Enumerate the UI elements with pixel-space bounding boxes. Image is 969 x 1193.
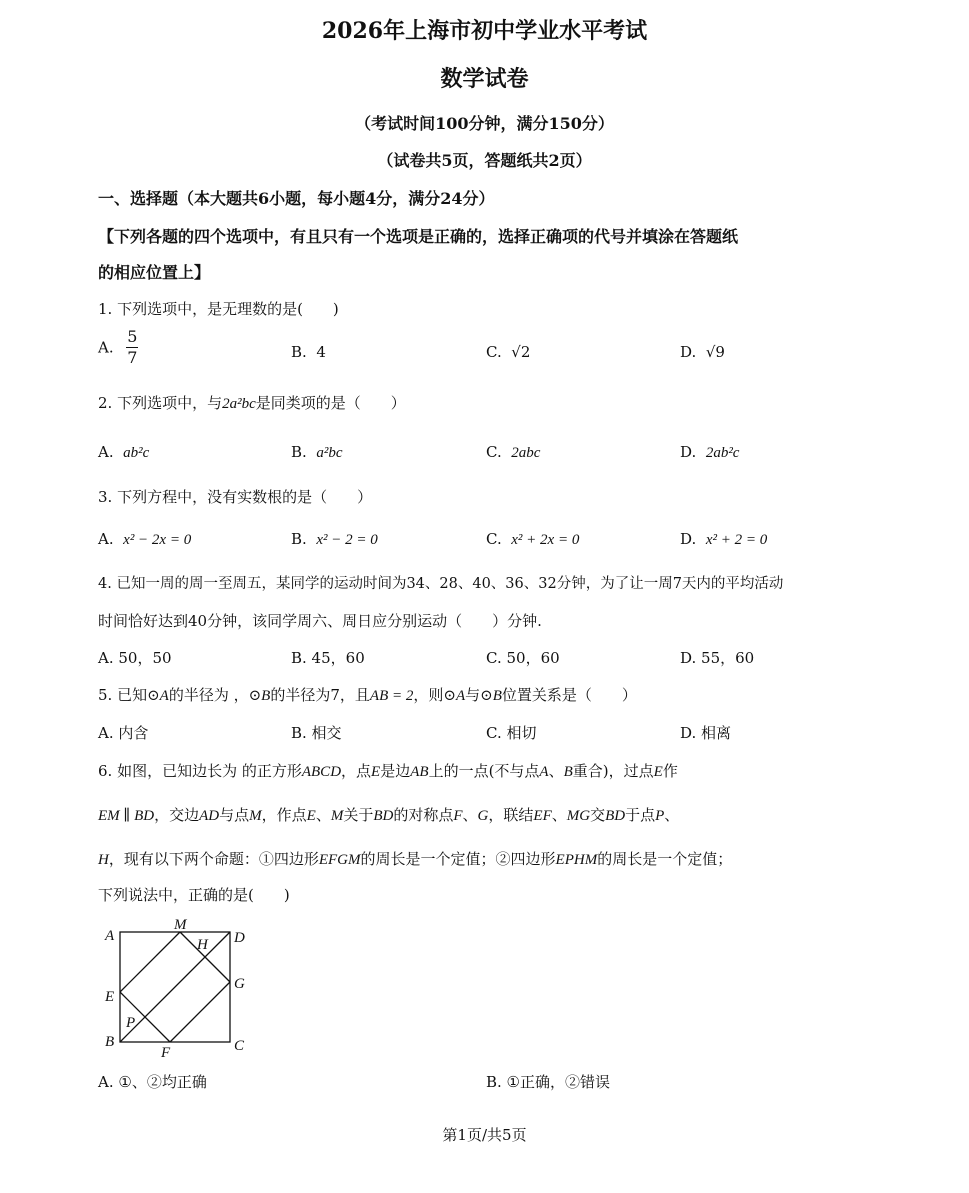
q6-l1-sep: 、 — [548, 762, 564, 780]
section-heading: 一、选择题（本大题共6小题，每小题4分，满分24分） — [98, 189, 495, 208]
label-e: E — [105, 989, 115, 1005]
segment-fg — [170, 982, 230, 1042]
q6-diagonal-bd: BD — [373, 808, 394, 824]
q2-option-a-expr: ab²c — [123, 445, 150, 461]
q6-l2-text-b: 与点 — [219, 806, 250, 824]
q1-option-d-value: √9 — [705, 343, 725, 361]
q5-stem-pre: 5. 已知 — [98, 686, 148, 704]
q1-stem: 1. 下列选项中，是无理数的是( ) — [98, 300, 339, 318]
q5-circle-a-2: ⊙A — [443, 688, 466, 704]
q5-ab-expr: AB = 2 — [369, 688, 414, 704]
q6-stem-line2 — [98, 804, 679, 825]
q4-option-b: B. 45，60 — [291, 649, 365, 667]
q3-stem: 3. 下列方程中，没有实数根的是（ ） — [98, 488, 373, 506]
q2-option-d — [680, 443, 739, 462]
q4-option-c: C. 50，60 — [486, 649, 560, 667]
q6-stem-line4: 下列说法中，正确的是( ) — [98, 886, 290, 904]
q5-stem-mid4: ，则 — [413, 686, 444, 704]
subject-title: 数学试卷 — [440, 66, 529, 92]
q6-l2-text-d: 关于 — [343, 806, 374, 824]
q2-option-c-expr: 2abc — [511, 445, 541, 461]
q3-option-a-label: A. — [98, 530, 114, 548]
pages-info: （试卷共5页，答题纸共2页） — [377, 151, 592, 170]
q1-fraction-numerator: 5 — [127, 327, 138, 346]
q6-point-f: F — [453, 808, 463, 824]
q1-option-c — [486, 343, 530, 361]
label-f: F — [161, 1045, 171, 1061]
label-b: B — [105, 1034, 115, 1050]
q6-side-ab: AB — [410, 764, 429, 780]
q2-stem-pre: 2. 下列选项中，与 — [98, 394, 223, 412]
q2-option-a-label: A. — [98, 443, 114, 461]
q1-option-d — [680, 343, 725, 361]
q5-option-b: B. 相交 — [291, 724, 342, 742]
section-instruction-line1: 【下列各题的四个选项中，有且只有一个选项是正确的，选择正确项的代号并填涂在答题纸 — [98, 227, 739, 246]
q6-l2-sep3: 、 — [551, 806, 567, 824]
q6-point-h: H — [98, 852, 109, 868]
q1-option-a — [98, 328, 138, 367]
q6-l1-text-a: 6. 如图，已知边长为 的正方形 — [98, 762, 302, 780]
q6-point-m: M — [249, 808, 262, 824]
q3-option-a-expr: x² − 2x = 0 — [123, 532, 192, 548]
label-c: C — [234, 1038, 245, 1054]
label-m: M — [174, 917, 187, 933]
q5-circle-b: ⊙B — [248, 688, 271, 704]
q3-option-b-label: B. — [291, 530, 307, 548]
q6-l2-text-h: ，联结 — [488, 806, 534, 824]
q2-option-c-label: C. — [486, 443, 502, 461]
q4-option-d: D. 55，60 — [680, 649, 755, 667]
q6-point-a: A — [539, 764, 549, 780]
q1-fraction — [126, 328, 138, 367]
q5-radius-b: 7 — [330, 686, 340, 704]
q5-stem-mid5: 与 — [465, 686, 481, 704]
q6-point-p: P — [655, 808, 665, 824]
q6-l1-text-d: 上的一点(不与点 — [428, 762, 540, 780]
q6-l1-text-b: ，点 — [341, 762, 372, 780]
label-d: D — [234, 930, 245, 946]
exam-title: 2026年上海市初中学业水平考试 — [321, 18, 648, 44]
q6-l3-text-b: 的周长是一个定值；②四边形 — [360, 850, 556, 868]
q6-side-ad: AD — [199, 808, 220, 824]
q6-l1-text-f: 重合)，过点 — [572, 762, 654, 780]
q2-option-b-label: B. — [291, 443, 307, 461]
q6-l1-text-g: 作 — [662, 762, 678, 780]
q3-option-d-label: D. — [680, 530, 697, 548]
q2-option-b-expr: a²bc — [316, 445, 343, 461]
q6-quad-ephm: EPHM — [555, 852, 598, 868]
q5-stem-mid1: 的半径为 ， — [168, 686, 249, 704]
q6-l2-text-c: ，作点 — [261, 806, 307, 824]
q6-square-name: ABCD — [301, 764, 342, 780]
q6-l2-sep4: 、 — [664, 806, 680, 824]
q1-fraction-denominator: 7 — [127, 348, 138, 367]
q4-stem-line2: 时间恰好达到40分钟，该同学周六、周日应分别运动（ ）分钟. — [98, 612, 542, 630]
q5-stem-post: 位置关系是（ ） — [501, 686, 637, 704]
q3-option-b-expr: x² − 2 = 0 — [316, 532, 378, 548]
q6-l3-text-a: ，现有以下两个命题：①四边形 — [108, 850, 319, 868]
q5-option-c: C. 相切 — [486, 724, 537, 742]
q3-option-c-label: C. — [486, 530, 502, 548]
q6-segment-ef: EF — [533, 808, 552, 824]
q2-stem-post: 是同类项的是（ ） — [255, 394, 406, 412]
q6-segment-mg: MG — [566, 808, 591, 824]
q5-stem — [98, 684, 637, 705]
q6-l1-text-c: 是边 — [380, 762, 411, 780]
q5-circle-b-2: ⊙B — [480, 688, 502, 704]
q6-l2-text-j: 于点 — [625, 806, 656, 824]
q3-option-c — [486, 530, 579, 549]
q6-option-b: B. ①正确，②错误 — [486, 1073, 611, 1091]
q3-option-b — [291, 530, 378, 549]
q6-l2-text-i: 交 — [590, 806, 606, 824]
segment-em — [120, 932, 180, 992]
q3-option-a — [98, 530, 191, 549]
q3-option-d-expr: x² + 2 = 0 — [705, 532, 768, 548]
q6-option-a: A. ①、②均正确 — [98, 1073, 207, 1091]
q5-circle-a: ⊙A — [147, 688, 169, 704]
q1-option-c-label: C. — [486, 343, 502, 361]
q6-point-b: B — [563, 764, 573, 780]
q5-option-d: D. 相离 — [680, 724, 732, 742]
label-g: G — [234, 976, 245, 992]
q2-option-a — [98, 443, 149, 462]
q6-point-e: E — [371, 764, 381, 780]
q3-option-c-expr: x² + 2x = 0 — [511, 532, 580, 548]
time-info: （考试时间100分钟，满分150分） — [355, 114, 614, 133]
q6-l2-sep2: 、 — [462, 806, 478, 824]
q1-option-b — [291, 343, 326, 361]
q2-option-d-expr: 2ab²c — [705, 445, 740, 461]
q4-stem-line1: 4. 已知一周的周一至周五，某同学的运动时间为34、28、40、36、32分钟，为了让一周7天内的平均活动 — [98, 576, 784, 592]
q6-point-e-3: E — [306, 808, 316, 824]
q6-em-parallel-bd: EM ∥ BD — [98, 808, 155, 824]
q6-point-g: G — [477, 808, 489, 824]
q6-point-m-2: M — [330, 808, 344, 824]
q1-option-b-value: 4 — [316, 343, 326, 361]
q6-stem-line1 — [98, 760, 678, 781]
q6-l2-text-e: 的对称点 — [393, 806, 454, 824]
q2-option-c — [486, 443, 540, 462]
q2-stem — [98, 392, 406, 413]
q1-option-c-value: √2 — [511, 343, 531, 361]
q4-option-a: A. 50，50 — [98, 649, 172, 667]
label-p: P — [126, 1015, 136, 1031]
q6-diagonal-bd-2: BD — [605, 808, 626, 824]
q1-option-d-label: D. — [680, 343, 697, 361]
label-h: H — [197, 937, 208, 953]
q5-option-a: A. 内含 — [98, 724, 149, 742]
q6-l2-text-a: ，交边 — [154, 806, 200, 824]
q5-stem-mid2: 的半径为 — [270, 686, 331, 704]
q6-l3-text-c: 的周长是一个定值； — [597, 850, 733, 868]
q6-geometry-figure — [98, 912, 258, 1062]
q2-stem-expr: 2a²bc — [222, 396, 256, 412]
q1-option-a-label: A. — [98, 338, 114, 357]
q2-option-b — [291, 443, 343, 462]
q1-option-b-label: B. — [291, 343, 307, 361]
page-footer: 第1页/共5页 — [442, 1126, 527, 1144]
diagonal-bd — [120, 932, 230, 1042]
q5-stem-mid3: ，且 — [339, 686, 370, 704]
label-a: A — [105, 928, 115, 944]
q6-l2-sep1: 、 — [315, 806, 331, 824]
q2-option-d-label: D. — [680, 443, 697, 461]
section-instruction-line2: 的相应位置上】 — [98, 263, 211, 282]
q6-point-e-2: E — [653, 764, 663, 780]
q3-option-d — [680, 530, 767, 549]
q6-quad-efgm: EFGM — [318, 852, 361, 868]
q6-stem-line3 — [98, 848, 732, 869]
